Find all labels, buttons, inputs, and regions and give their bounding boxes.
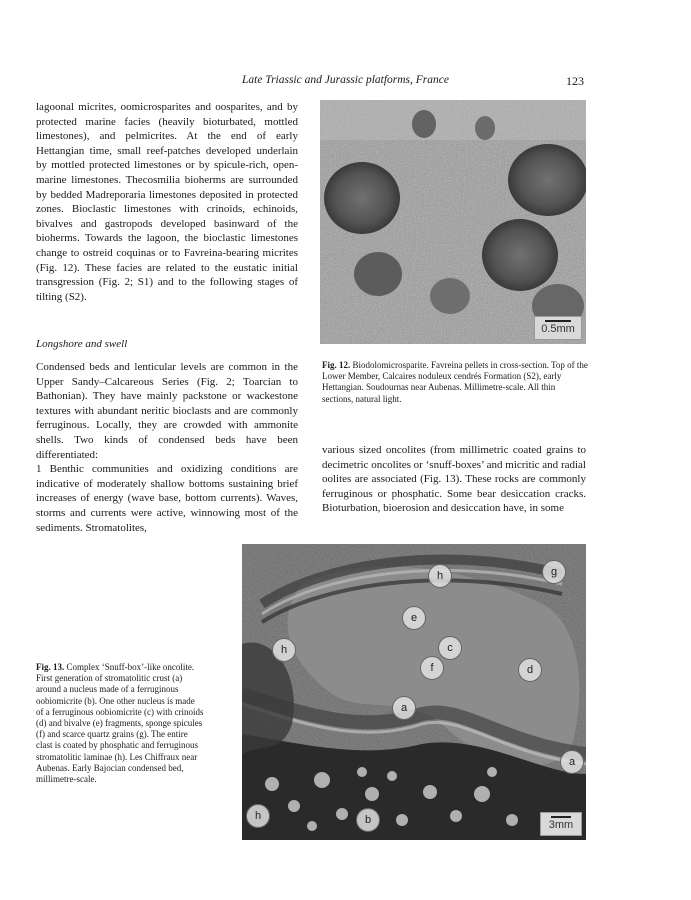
marker-c: c: [438, 636, 462, 660]
right-column: [322, 443, 586, 516]
marker-a: a: [392, 696, 416, 720]
figure-13-micrograph: [242, 544, 586, 840]
marker-b: b: [356, 808, 380, 832]
figure-13-image: [242, 544, 586, 840]
figure-13-label: Fig. 13.: [36, 662, 65, 672]
scale-bar-0-5mm: 0.5mm: [534, 316, 582, 340]
marker-h-left: h: [272, 638, 296, 662]
marker-f: f: [420, 656, 444, 680]
marker-h-lower: h: [246, 804, 270, 828]
marker-e: e: [402, 606, 426, 630]
figure-13-caption-text: Complex ‘Snuff-box’-like oncolite. First generation of stromatolitic crust (a) around a nucleus made of a ferruginous oobiomicrite (b). One other nucleus is made of a ferruginous oobiomicrite (c) with crinoids (d) and bivalve (e) fragments, sponge spicules (f) and scarce quartz grains (g). The entire clast is coated by phosphatic and ferruginous stromatolitic laminae (h). Les Chiffraux near Aubenas. Early Bajocian condensed bed, millimetre-scale.: [36, 662, 204, 785]
body-paragraph-1: lagoonal micrites, oomicrosparites and oosparites, and by protected marine facies (heavily bioturbated, mottled limestones), and pelmicrites. At the end of early Hettangian time, small reef-patches developed underlain by mottled protected limestones or by spicule-rich, open-marine limestones. Thecosmilia bioherms are surrounded by bedded Madreporaria limestones deposited in protected zones. Bioclastic limestones with crinoids, echinoids, bivalves and gastropods developed basinward of the bioherms. Towards the lagoon, the bioclastic limestones change to ostreid coquinas or to Favreina-bearing micrites (Fig. 12). These facies are related to the eustatic initial transgression (Fig. 2; S1) and to the following stages of tilting (S2).: [36, 101, 298, 303]
body-paragraph-4: various sized oncolites (from millimetric coated grains to decimetric oncolites or ‘snuff-boxes’ and micritic and radial oolites are associated (Fig. 13). These rocks are commonly ferruginous or phosphatic. Some bear desiccation cracks. Bioturbation, bioerosion and desiccation have, in some: [322, 444, 586, 515]
left-column-bottom: [36, 360, 298, 535]
marker-h: h: [428, 564, 452, 588]
figure-12-image: [320, 100, 586, 344]
page-number: 123: [566, 74, 584, 88]
figure-12-micrograph: [320, 100, 586, 344]
figure-12-caption-text: Biodolomicrosparite. Favreina pellets in cross-section. Top of the Lower Member, Calcaires noduleux cendrés Formation (S2), early Hettangian. Soudournas near Aubenas. Millimetre-scale. All thin sections, natural light.: [322, 360, 588, 404]
section-heading: Longshore and swell: [36, 338, 128, 350]
marker-g: g: [542, 560, 566, 584]
scale-bar-3mm: 3mm: [540, 812, 582, 836]
marker-d: d: [518, 658, 542, 682]
body-paragraph-3: 1 Benthic communities and oxidizing conditions are indicative of moderately shallow bottoms sustaining brief increases of energy (wave base, bottom currents). Waves, storms and currents were active, winnowing most of the sediments. Stromatolites,: [36, 463, 298, 534]
running-title: Late Triassic and Jurassic platforms, France: [241, 74, 449, 86]
marker-a-right: a: [560, 750, 584, 774]
figure-12-label: Fig. 12.: [322, 360, 351, 370]
body-paragraph-2: Condensed beds and lenticular levels are common in the Upper Sandy–Calcareous Series (Fig. 2; Toarcian to Bathonian). They have mainly packstone or wackestone textures with abundant neritic bioclasts and are commonly ferruginous. Locally, they are crowded with ammonite shells. Two kinds of condensed beds have been differentiated:: [36, 361, 298, 461]
figure-12-caption: [322, 360, 588, 405]
figure-13-caption: [36, 662, 204, 785]
left-column-top: [36, 100, 298, 304]
